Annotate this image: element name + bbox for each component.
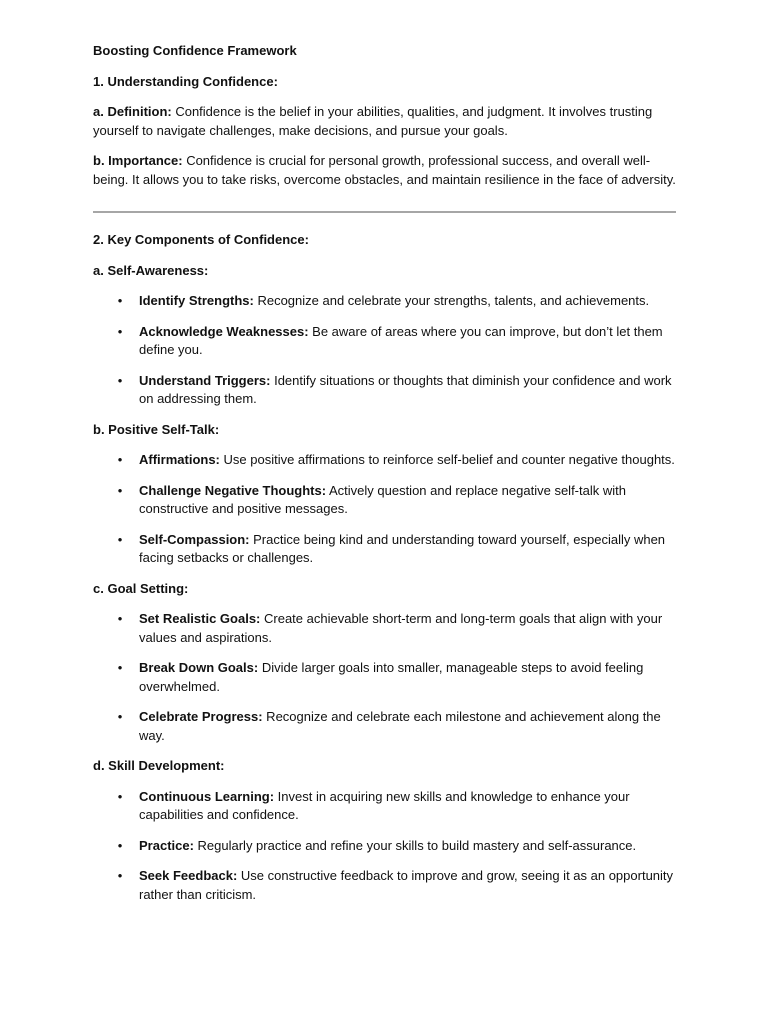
importance-text: Confidence is crucial for personal growth, professional success, and overall well-being. It allows you to take risks, overcome obstacles, and maintain resilience in the face of adversity.	[93, 153, 676, 187]
list-item-text: Be aware of areas where you can improve, but don’t let them define you.	[139, 323, 663, 357]
self-awareness-list	[93, 292, 676, 409]
group-heading-goal-setting: c. Goal Setting:	[93, 580, 189, 596]
bullet-icon: •	[117, 293, 123, 308]
definition-text: Confidence is the belief in your abilities, qualities, and judgment. It involves trusting yourself to navigate challenges, make decisions, and pursue your goals.	[93, 104, 653, 138]
group-heading-self-awareness: a. Self-Awareness:	[93, 262, 209, 278]
list-item-text: Identify situations or thoughts that diminish your confidence and work on addressing them.	[139, 372, 672, 406]
bullet-icon: •	[117, 788, 123, 804]
group-heading-positive-self-talk: b. Positive Self-Talk:	[93, 421, 220, 437]
importance-label: b. Importance:	[93, 153, 183, 168]
bullet-icon: •	[117, 482, 123, 498]
list-item-text: Regularly practice and refine your skills to build mastery and self-assurance.	[193, 837, 637, 853]
list-item	[93, 708, 676, 745]
list-item	[93, 372, 676, 409]
group-heading-skill-development: d. Skill Development:	[93, 758, 225, 773]
definition-label: a. Definition:	[93, 104, 172, 119]
bullet-icon: •	[117, 531, 123, 547]
list-item-term: Affirmations:	[139, 452, 220, 467]
list-item-term: Set Realistic Goals:	[139, 611, 261, 626]
list-item-text: Invest in acquiring new skills and knowledge to enhance your capabilities and confidence.	[139, 788, 630, 822]
section-divider	[93, 211, 676, 213]
list-item	[93, 659, 676, 696]
positive-self-talk-list	[93, 451, 676, 568]
list-item-term: Celebrate Progress:	[139, 709, 263, 724]
list-item-text: Use positive affirmations to reinforce self-belief and counter negative thoughts.	[219, 452, 675, 467]
importance-paragraph	[93, 152, 676, 189]
list-item-term: Break Down Goals:	[139, 660, 259, 675]
list-item	[93, 788, 676, 825]
list-item	[93, 837, 676, 856]
list-item	[93, 610, 676, 647]
bullet-icon: •	[117, 452, 123, 467]
bullet-icon: •	[117, 323, 123, 339]
list-item-term: Continuous Learning:	[139, 788, 275, 804]
list-item	[93, 451, 676, 470]
skill-development-list	[93, 788, 676, 905]
bullet-icon: •	[117, 611, 123, 626]
definition-paragraph	[93, 103, 676, 140]
list-item-text: Divide larger goals into smaller, manageable steps to avoid feeling overwhelmed.	[139, 660, 644, 694]
list-item-term: Identify Strengths:	[139, 293, 254, 308]
list-item	[93, 482, 676, 519]
list-item	[93, 323, 676, 360]
list-item-text: Practice being kind and understanding toward yourself, especially when facing setbacks or challenges.	[139, 531, 666, 565]
list-item	[93, 292, 676, 311]
goal-setting-list	[93, 610, 676, 745]
list-item-text: Recognize and celebrate each milestone and achievement along the way.	[139, 709, 661, 743]
bullet-icon: •	[117, 868, 123, 883]
list-item-text: Create achievable short-term and long-term goals that align with your values and aspirations.	[139, 611, 663, 645]
list-item-term: Seek Feedback:	[139, 868, 238, 883]
section-2-heading: 2. Key Components of Confidence:	[93, 232, 309, 247]
list-item-text: Actively question and replace negative self-talk with constructive and positive messages.	[139, 482, 626, 516]
list-item	[93, 531, 676, 568]
section-1-heading: 1. Understanding Confidence:	[93, 73, 278, 89]
list-item-text: Use constructive feedback to improve and grow, seeing it as an opportunity rather than criticism.	[139, 868, 674, 902]
bullet-icon: •	[117, 709, 123, 724]
bullet-icon: •	[117, 660, 123, 675]
list-item	[93, 867, 676, 904]
bullet-icon: •	[117, 837, 123, 853]
list-item-term: Acknowledge Weaknesses:	[139, 323, 309, 339]
list-item-text: Recognize and celebrate your strengths, talents, and achievements.	[253, 293, 650, 308]
bullet-icon: •	[117, 372, 123, 388]
list-item-term: Practice:	[139, 837, 194, 853]
list-item-term: Understand Triggers:	[139, 372, 271, 388]
list-item-term: Self-Compassion:	[139, 531, 250, 547]
document-title: Boosting Confidence Framework	[93, 43, 297, 58]
list-item-term: Challenge Negative Thoughts:	[139, 482, 327, 498]
